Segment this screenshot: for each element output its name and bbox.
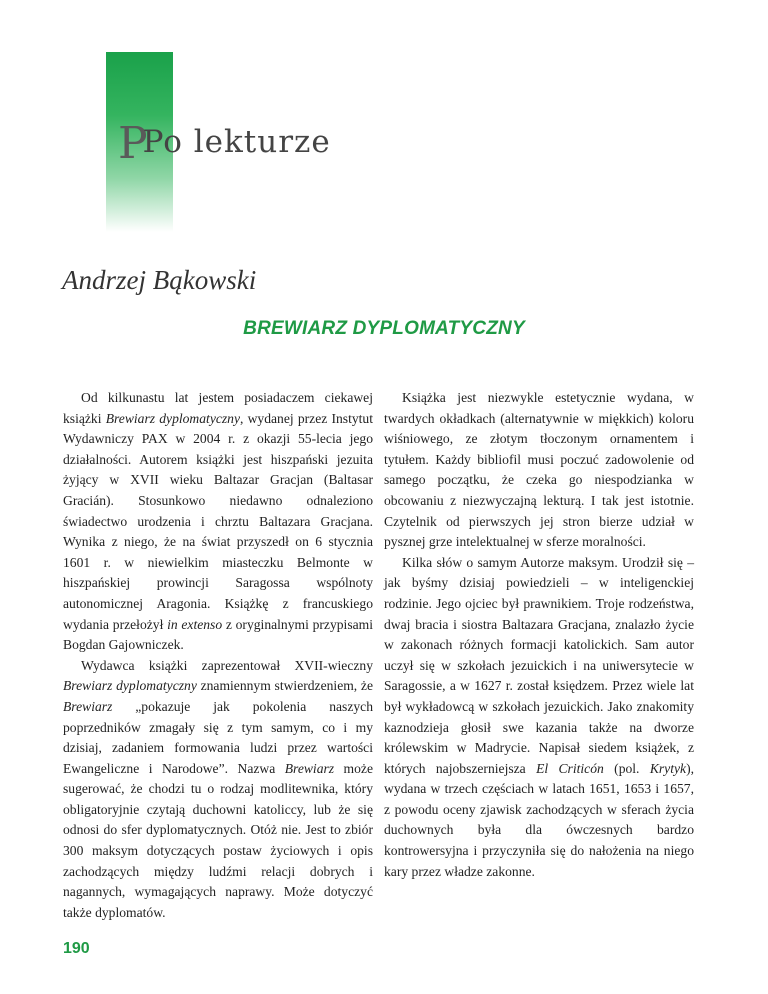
italic-run: Krytyk <box>649 760 687 776</box>
section-title <box>118 118 331 169</box>
text-run: Wydawca książki zaprezentował XVII-wieczny <box>81 657 373 673</box>
italic-run: Brewiarz dyplomatyczny <box>105 410 241 426</box>
right-column <box>384 388 694 882</box>
article-title: BREWIARZ DYPLOMATYCZNY <box>243 318 525 339</box>
text-run: Kilka słów o samym Autorze maksym. Urodził się – jak byśmy dzisiaj powiedzieli – w inteligenckiej rodzinie. Jego ojciec był prawnikiem. Troje rodzeństwa, dwaj bracia i siostra Baltazara Gracjana, znalazło życie w zakonach różnych formacji katolickich. Sam autor uczył się w szkołach jezuickich i na uniwersytecie w Saragossie, a w 1627 r. został księdzem. Przez wiele lat był wykładowcą w szkołach jezuickich. Jako znakomity kaznodzieja głosił swe kazania także na dworze królewskim w Madrycie. Napisał siedem książek, z których najobszerniejsza <box>384 554 694 776</box>
text-run: „pokazuje jak pokolenia naszych poprzedników zmagały się z tym samym, co i my dzisiaj, zadaniem formowania ludzi przez wartości Ewangeliczne i Narodowe”. Nazwa <box>63 698 373 776</box>
text-run: może sugerować, że chodzi tu o rodzaj modlitewnika, który obligatoryjnie czytają duchowni katoliccy, lub że się odnosi do sfer dyplomatycznych. Otóż nie. Jest to zbiór 300 maksym dotyczących postaw życiowych i opis zachodzących między ludźmi relacji dobrych i nagannych, wymagających naprawy. Może dotyczyć także dyplomatów. <box>63 760 373 920</box>
italic-run: Brewiarz <box>284 760 335 776</box>
italic-run: El Criticón <box>536 760 604 776</box>
italic-run: in extenso <box>167 616 223 632</box>
text-run: , wydanej przez Instytut Wydawniczy PAX w 2004 r. z okazji 55-lecia jego działalności. Autorem książki jest hiszpański jezuita żyjący w XVII wieku Baltazar Gracjan (Baltasar Gracián). Stosunkowo niedawno odnaleziono świadectwo urodzenia i chrztu Baltazara Gracjana. Wynika z niego, że na świat przyszedł on 6 stycznia 1601 r. w niewielkim miasteczku Belmonte w hiszpańskiej prowincji Saragossa wspólnoty autonomicznej Aragonia. Książkę z francuskiego wydania przełożył <box>63 410 373 632</box>
text-run: z oryginalnymi przypisami Bogdan Gajowniczek. <box>63 616 373 653</box>
italic-run: Brewiarz <box>63 698 113 714</box>
author-name: Andrzej Bąkowski <box>62 265 257 295</box>
left-column <box>63 388 373 923</box>
paragraph <box>384 553 694 883</box>
section-dropcap: P <box>118 118 149 169</box>
section-title-text: Po lekturze <box>142 124 331 160</box>
paragraph <box>63 388 373 656</box>
paragraph <box>384 388 694 553</box>
page-number: 190 <box>63 940 90 957</box>
text-run: (pol. <box>603 760 650 776</box>
text-run: Książka jest niezwykle estetycznie wydana, w twardych okładkach (alternatywnie w miękkich) koloru wiśniowego, ze złotym tłoczonym ornamentem i tytułem. Każdy bibliofil musi poczuć zadowolenie od samego początku, że czeka go niespodzianka w obcowaniu z niezwyczajną lekturą. I tak jest istotnie. Czytelnik od pierwszych jej stron bierze udział w pysznej grze intelektualnej w sferze moralności. <box>384 390 694 550</box>
text-run: znamiennym stwierdzeniem, że <box>196 678 373 694</box>
text-run: ), wydana w trzech częściach w latach 1651, 1653 i 1657, z powodu oceny zjawisk zachodzących w sferach życia duchownych była dla ówczesnych bardzo kontrowersyjna i przyczyniła się do nałożenia na niego kary przez władze zakonne. <box>384 760 694 879</box>
text-run: Od kilkunastu lat jestem posiadaczem ciekawej książki <box>63 390 373 426</box>
paragraph <box>63 656 373 924</box>
italic-run: Brewiarz dyplomatyczny <box>63 678 197 694</box>
